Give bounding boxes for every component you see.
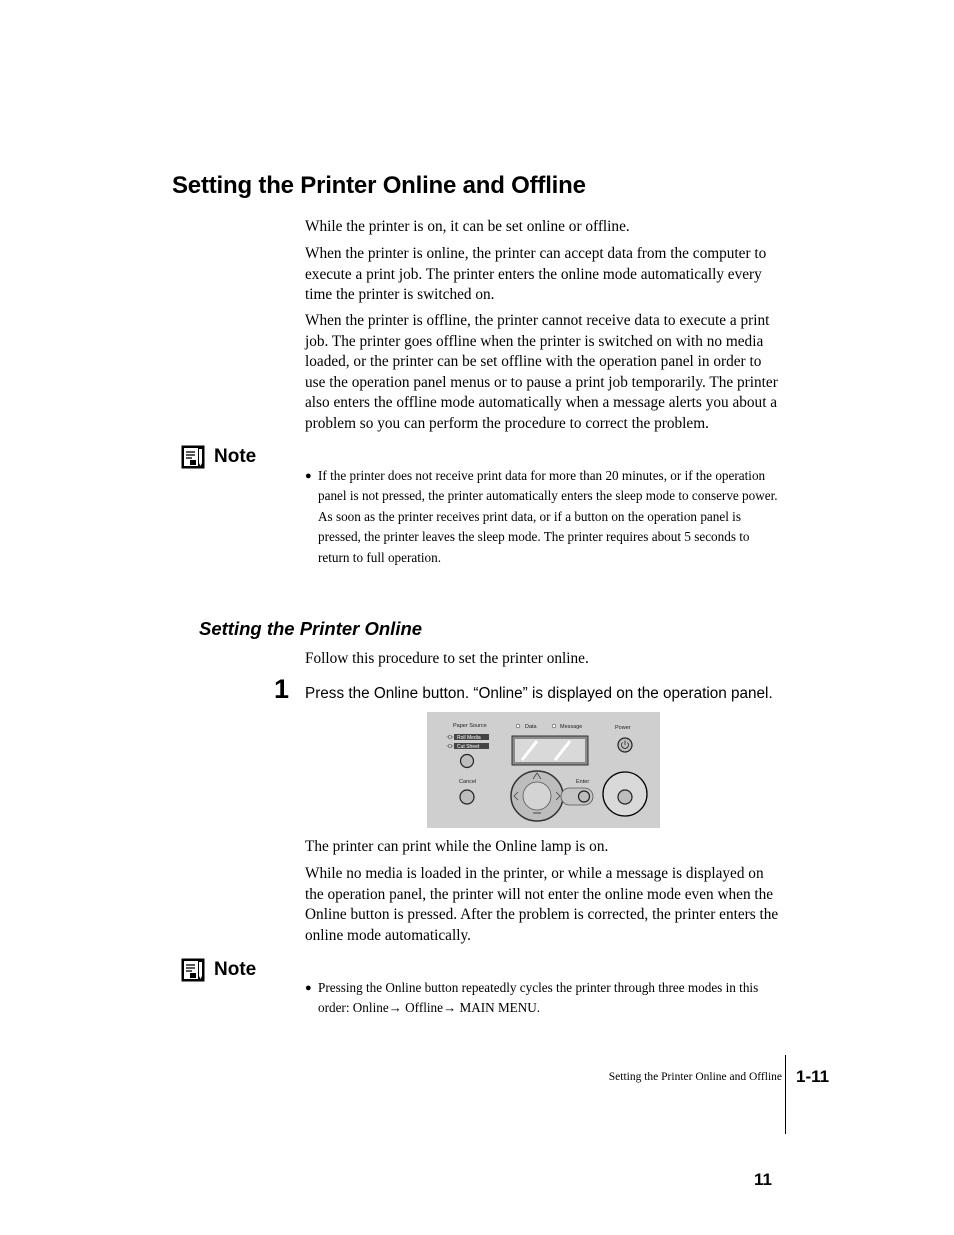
enter-label: Enter	[576, 779, 590, 785]
cut-sheet-label: Cut Sheet	[457, 744, 480, 750]
intro-paragraph-2: When the printer is online, the printer can accept data from the computer to execute a print job. The printer enters the online mode automatically every time the printer is switched on.	[305, 245, 767, 303]
note-icon	[181, 445, 205, 469]
note-bullet-1	[305, 466, 781, 568]
page-title: Setting the Printer Online and Offline	[172, 172, 586, 199]
paper-source-label: Paper Source	[453, 723, 487, 729]
page-number: 11	[754, 1170, 772, 1189]
footer-section-page: 1-11	[796, 1067, 830, 1086]
note-text: If the printer does not receive print data for more than 20 minutes, or if the operation panel is not pressed, the printer automatically enters the sleep mode to conserve power. As soon as the printer receives print data, or if a button on the operation panel is pressed, the printer leaves the sleep mode. The printer requires about 5 seconds to return to full operation.	[318, 468, 778, 565]
intro-paragraph-3: When the printer is offline, the printer cannot receive data to execute a print job. The printer goes offline when the printer is switched on with no media loaded, or the printer can be set offline with the operation panel in order to use the operation panel menus or to pause a print job temporarily. The printer also enters the offline mode automatically when a message alerts you about a problem so you can perform the procedure to correct the problem.	[305, 312, 778, 432]
cancel-label: Cancel	[459, 779, 477, 785]
roll-media-lamp-icon	[447, 735, 454, 739]
section-heading: Setting the Printer Online	[199, 618, 423, 639]
message-label: Message	[560, 724, 583, 730]
power-label: Power	[615, 725, 631, 731]
operation-panel-drawing	[427, 712, 660, 828]
note-icon	[181, 958, 205, 982]
bullet-dot-icon: ●	[305, 982, 312, 994]
bullet-dot-icon: ●	[305, 470, 312, 482]
intro-paragraph-1: While the printer is on, it can be set online or offline.	[305, 218, 630, 235]
data-label: Data	[525, 724, 537, 730]
operation-panel-figure	[427, 712, 660, 828]
note-label: Note	[214, 446, 257, 467]
step-number: 1	[274, 674, 290, 704]
paper-source-button-icon	[461, 755, 474, 768]
footer-section-title: Setting the Printer Online and Offline	[608, 1071, 782, 1083]
after-paragraph-1: The printer can print while the Online lamp is on.	[305, 838, 609, 855]
note-text: Pressing the Online button repeatedly cycles the printer through three modes in this order: Online→ Offline→ MAIN MENU.	[318, 980, 759, 1016]
data-lamp-icon	[516, 724, 520, 728]
note-label: Note	[214, 959, 257, 980]
note-bullet-2	[305, 978, 781, 1019]
cut-sheet-lamp-icon	[447, 744, 454, 748]
note-header-1	[181, 445, 256, 469]
footer-divider	[785, 1055, 786, 1134]
enter-button-icon	[579, 791, 590, 802]
after-paragraph-2: While no media is loaded in the printer, or while a message is displayed on the operation panel, the printer will not enter the online mode even when the Online button is pressed. After the problem is corrected, the printer enters the online mode automatically.	[305, 865, 779, 944]
cancel-button-icon	[460, 790, 474, 804]
note-header-2	[181, 958, 256, 982]
step-text: Press the Online button. “Online” is displayed on the operation panel.	[305, 685, 773, 702]
follow-text: Follow this procedure to set the printer online.	[305, 650, 589, 667]
roll-media-label: Roll Media	[457, 735, 481, 741]
online-button-icon	[618, 790, 632, 804]
message-lamp-icon	[552, 724, 556, 728]
